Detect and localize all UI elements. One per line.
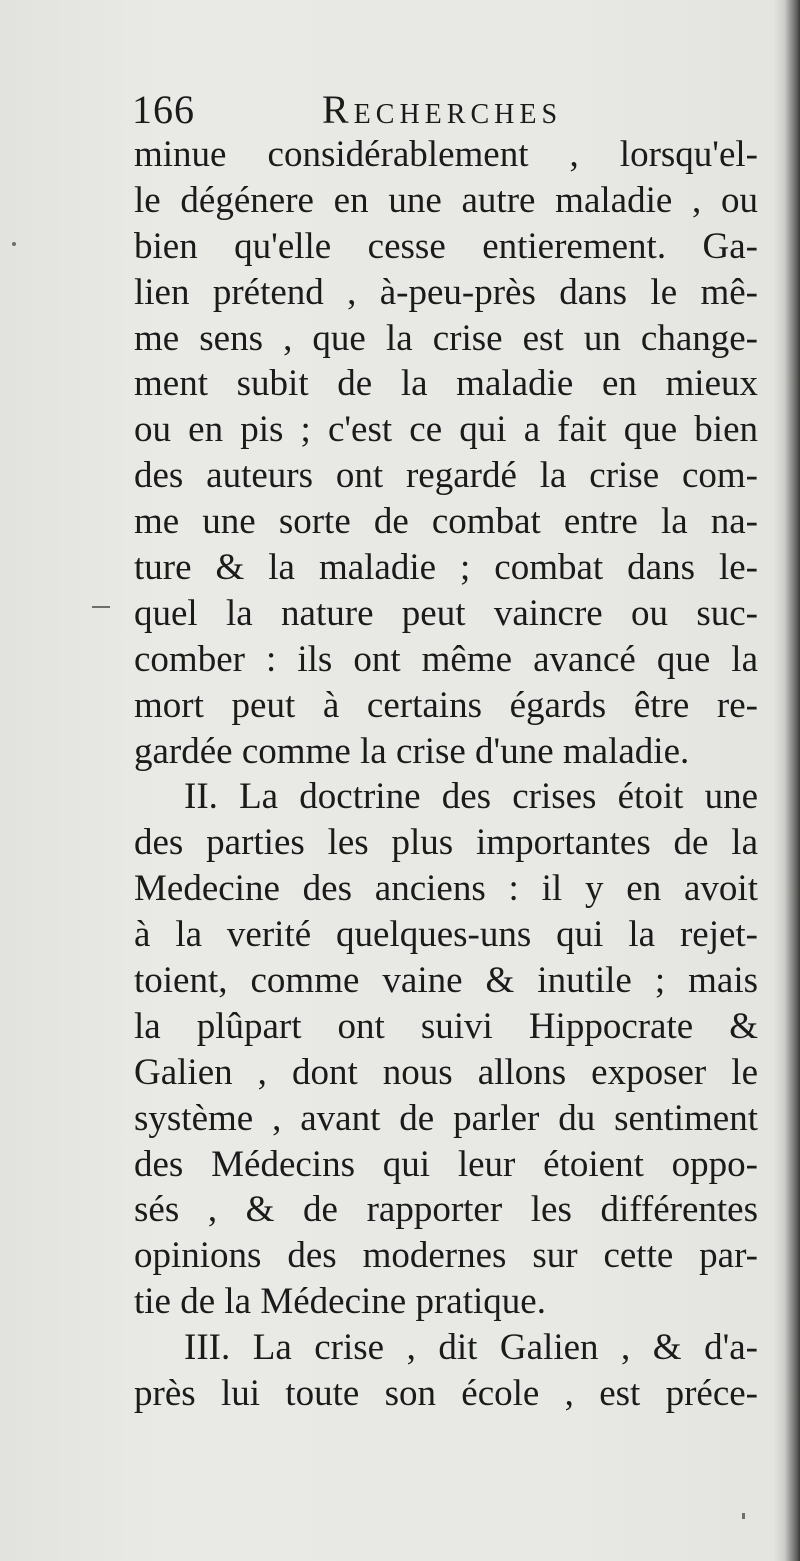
text-line: tie de la Médecine pratique.: [134, 1281, 546, 1323]
text-line: Medecine des anciens : il y en avoit: [134, 868, 758, 910]
text-line: ment subit de la maladie en mieux: [134, 363, 758, 405]
body-text: [134, 132, 758, 1417]
page-edge-shadow: [774, 0, 800, 1561]
text-line: III. La crise , dit Galien , & d'a-: [184, 1327, 758, 1369]
running-title: Recherches: [322, 87, 563, 132]
text-line: quel la nature peut vaincre ou suc-: [134, 592, 758, 634]
page-number: 166: [132, 87, 195, 132]
text-line: des parties les plus importantes de la: [134, 822, 758, 864]
text-line: toient, comme vaine & inutile ; mais: [134, 960, 758, 1002]
text-line: système , avant de parler du sentiment: [134, 1097, 758, 1139]
text-line: le dégénere en une autre maladie , ou: [134, 179, 758, 221]
text-line: la plûpart ont suivi Hippocrate &: [134, 1005, 758, 1047]
text-line: à la verité quelques-uns qui la rejet-: [134, 914, 758, 956]
text-line: des Médecins qui leur étoient oppo-: [134, 1143, 758, 1185]
text-line: mort peut à certains égards être re-: [134, 684, 758, 726]
text-line: bien qu'elle cesse entierement. Ga-: [134, 225, 758, 267]
ink-speck: [12, 242, 16, 246]
page-header: [132, 82, 752, 138]
margin-dash: [92, 606, 110, 608]
text-line: minue considérablement , lorsqu'el-: [134, 134, 758, 175]
text-line: sés , & de rapporter les différentes: [134, 1189, 758, 1231]
text-line: près lui toute son école , est préce-: [134, 1373, 758, 1415]
text-line: ou en pis ; c'est ce qui a fait que bien: [134, 409, 758, 451]
text-line: ture & la maladie ; combat dans le-: [134, 547, 758, 589]
text-line: opinions des modernes sur cette par-: [134, 1235, 758, 1277]
text-line: me une sorte de combat entre la na-: [134, 501, 758, 543]
text-line: comber : ils ont même avancé que la: [134, 638, 758, 680]
text-line: Galien , dont nous allons exposer le: [134, 1051, 758, 1093]
text-line: me sens , que la crise est un change-: [134, 317, 758, 359]
text-line: gardée comme la crise d'une maladie.: [134, 730, 690, 772]
text-line: des auteurs ont regardé la crise com-: [134, 455, 758, 497]
text-line: II. La doctrine des crises étoit une: [184, 776, 758, 818]
ink-speck: [742, 1513, 745, 1519]
text-line: lien prétend , à-peu-près dans le mê-: [134, 271, 758, 313]
